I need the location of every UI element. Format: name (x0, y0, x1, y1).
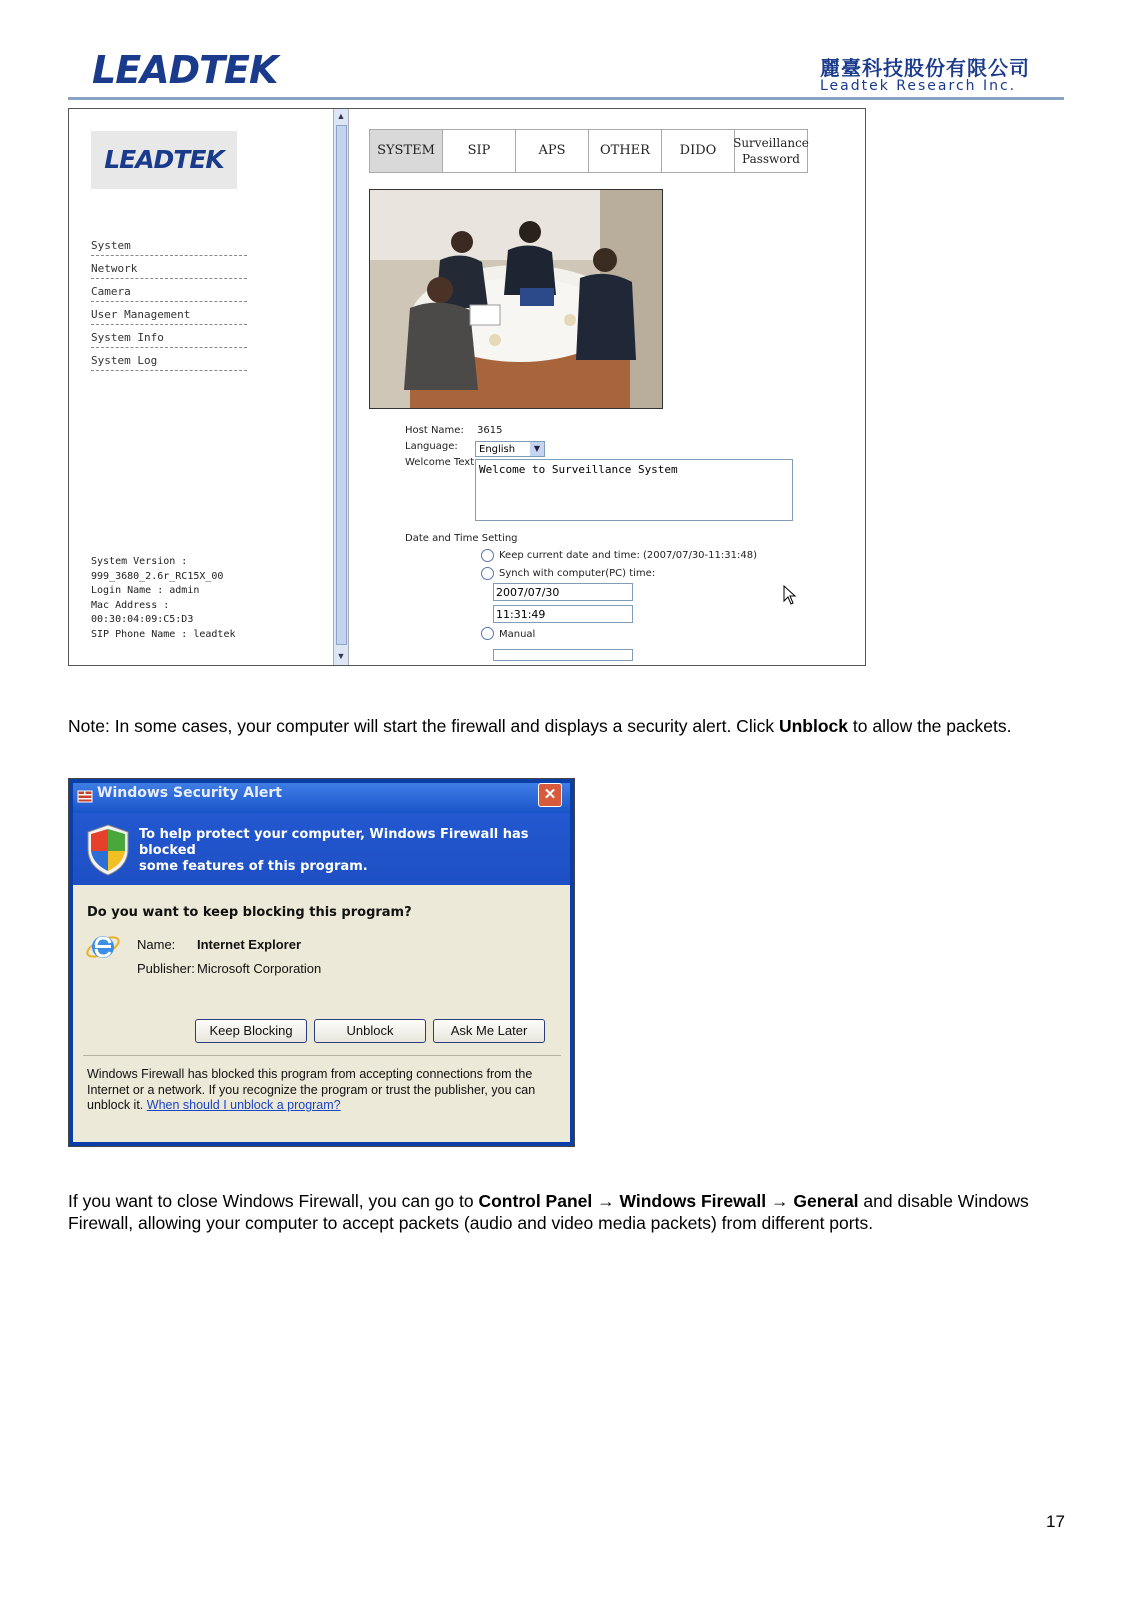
host-name-label: Host Name: (405, 425, 464, 436)
info-line: 999_3680_2.6r_RC15X_00 (91, 570, 224, 582)
banner-message (139, 827, 574, 875)
footer-line: unblock it. (87, 1098, 147, 1112)
footer-line: Internet or a network. If you recognize the program or trust the publisher, you can (87, 1082, 536, 1097)
language-select-value: English (479, 444, 516, 455)
tab-sip[interactable]: SIP (443, 129, 516, 173)
frame-scrollbar[interactable] (333, 109, 349, 665)
dialog-footer (87, 1067, 557, 1114)
dialog-divider (83, 1055, 561, 1056)
welcome-text-label: Welcome Text (405, 457, 475, 468)
system-info-panel (91, 555, 236, 643)
company-name-chinese: 麗臺科技股份有限公司 (820, 56, 1030, 80)
close-icon[interactable]: ✕ (538, 783, 562, 807)
chevron-down-icon[interactable]: ▼ (530, 442, 544, 456)
keep-time-radio[interactable] (481, 549, 494, 562)
windows-firewall-bold: Windows Firewall (619, 1191, 767, 1211)
nav-item-system-log[interactable]: System Log (91, 348, 247, 371)
publisher-value: Microsoft Corporation (197, 961, 322, 976)
footer-line: Windows Firewall has blocked this program from accepting connections from the (87, 1067, 533, 1081)
admin-nav (91, 233, 247, 371)
tab-aps[interactable]: APS (516, 129, 589, 173)
host-name-value: 3615 (477, 425, 503, 436)
time-input[interactable]: 11:31:49 (493, 605, 633, 623)
nav-item-user-management[interactable]: User Management (91, 302, 247, 325)
dialog-title: Windows Security Alert (97, 785, 282, 801)
tab-other[interactable]: OTHER (589, 129, 662, 173)
shield-icon (85, 823, 131, 877)
language-select[interactable] (475, 441, 545, 457)
synch-pc-label: Synch with computer(PC) time: (499, 568, 656, 579)
general-bold: General (793, 1191, 859, 1211)
synch-pc-radio[interactable] (481, 567, 494, 580)
info-line: System Version : (91, 556, 188, 567)
leadtek-logo: LEADTEK (92, 48, 278, 92)
keep-time-label: Keep current date and time: (2007/07/30-11:31:48) (499, 550, 757, 561)
info-line: 00:30:04:09:C5:D3 (91, 614, 194, 626)
scroll-up-icon[interactable]: ▲ (336, 111, 346, 121)
keep-blocking-button[interactable]: Keep Blocking (195, 1019, 307, 1043)
nav-item-system-info[interactable]: System Info (91, 325, 247, 348)
note-text-end: to allow the packets. (848, 716, 1012, 736)
banner-line: some features of this program. (139, 859, 368, 874)
nav-item-camera[interactable]: Camera (91, 279, 247, 302)
manual-label: Manual (499, 629, 536, 640)
note-text: Note: In some cases, your computer will start the firewall and displays a security alert. Click (68, 716, 779, 736)
datetime-heading: Date and Time Setting (405, 533, 518, 544)
scroll-down-icon[interactable]: ▼ (336, 651, 346, 661)
scroll-thumb[interactable] (336, 125, 347, 645)
program-name-value: Internet Explorer (197, 937, 302, 952)
info-line: SIP Phone Name : leadtek (91, 628, 236, 640)
ask-me-later-button[interactable]: Ask Me Later (433, 1019, 545, 1043)
tab-surveillance-password[interactable]: Surveillance Password (735, 129, 808, 173)
note-paragraph (68, 715, 1064, 737)
tab-dido[interactable]: DIDO (662, 129, 735, 173)
date-input[interactable]: 2007/07/30 (493, 583, 633, 601)
unblock-button[interactable]: Unblock (314, 1019, 426, 1043)
program-name-label: Name: (137, 937, 176, 952)
security-alert-dialog (68, 778, 575, 1147)
admin-screenshot (68, 108, 866, 666)
tab-system[interactable]: SYSTEM (369, 129, 443, 173)
info-line: Mac Address : (91, 599, 170, 611)
meeting-photo-illustration (370, 190, 662, 408)
nav-item-network[interactable]: Network (91, 256, 247, 279)
admin-logo: LEADTEK (91, 131, 237, 189)
manual-radio[interactable] (481, 627, 494, 640)
welcome-text-input[interactable]: Welcome to Surveillance System (475, 459, 793, 521)
internet-explorer-icon (85, 929, 121, 965)
firewall-app-icon (77, 788, 93, 804)
nav-item-system[interactable]: System (91, 233, 247, 256)
instructions-text: If you want to close Windows Firewall, you can go to (68, 1191, 479, 1211)
manual-date-input[interactable] (493, 649, 633, 661)
arrow-right-icon: → (766, 1191, 794, 1211)
language-label: Language: (405, 441, 458, 452)
settings-tabs (369, 129, 808, 173)
header-divider (68, 97, 1064, 100)
banner-line: To help protect your computer, Windows Firewall has blocked (139, 827, 529, 858)
control-panel-bold: Control Panel (478, 1191, 593, 1211)
note-unblock-bold: Unblock (778, 716, 849, 736)
publisher-label: Publisher: (137, 961, 195, 976)
welcome-photo (369, 189, 663, 409)
arrow-right-icon: → (592, 1191, 620, 1211)
page-number: 17 (1046, 1512, 1065, 1531)
block-question: Do you want to keep blocking this program? (87, 905, 412, 920)
mouse-cursor-icon (783, 585, 797, 605)
instructions-text-end: and disable Windows Firewall, allowing your computer to accept packets (audio and video media packets) from different ports. (68, 1191, 1029, 1233)
info-line: Login Name : admin (91, 585, 200, 597)
company-name-english: Leadtek Research Inc. (820, 78, 1017, 94)
unblock-help-link[interactable]: When should I unblock a program? (146, 1098, 341, 1112)
firewall-instructions-paragraph (68, 1190, 1064, 1234)
